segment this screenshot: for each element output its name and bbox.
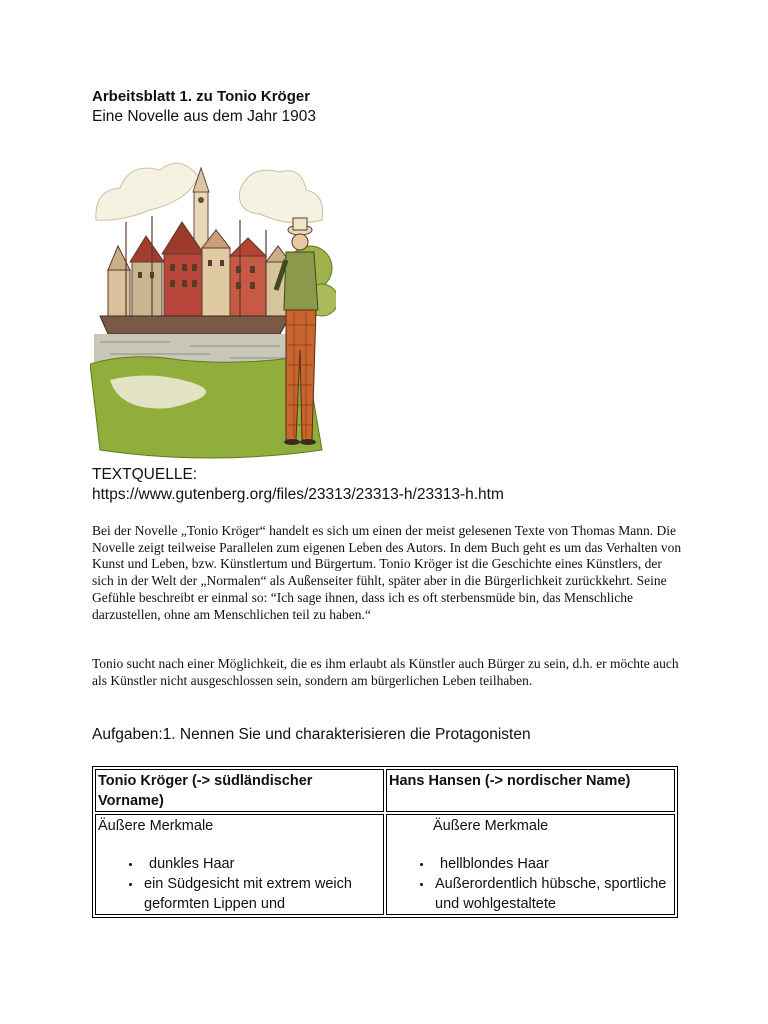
table-row — [95, 814, 675, 915]
tonio-features-cell — [95, 814, 384, 915]
second-paragraph: Tonio sucht nach einer Möglichkeit, die es ihm erlaubt als Künstler auch Bürger zu sein, d.h. er möchte auch als Künstler nicht ausgeschlossen sein, sondern am bürgerlichen Leben teilhaben. — [92, 656, 679, 688]
hans-features-list — [389, 854, 672, 914]
worksheet-title: Arbeitsblatt 1. zu Tonio Kröger — [92, 88, 311, 105]
task-heading: Aufgaben:1. Nennen Sie und charakterisieren die Protagonisten — [92, 726, 531, 743]
list-item: • ein Südgesicht mit extrem weich geformten Lippen und — [142, 874, 381, 914]
intro-paragraph: Bei der Novelle „Tonio Kröger“ handelt es sich um einen der meist gelesenen Texte von Thomas Mann. Die Novelle zeigt teilweise Parallelen zum eigenen Leben des Autors. In dem Buch geht es um das Verhalten von Kunst und Leben, bzw. Künstlertum und Bürgertum. Tonio Kröger ist die Geschichte eines Künstlers, der sich in der Welt der „Normalen“ als Außenseiter fühlt, später aber in die Bürgerlichkeit zurückkehrt. Seine Gefühle beschreibt er einmal so: “Ich sage ihnen, dass ich es oft sterbensmüde bin, das Menschliche darzustellen, ohne am Menschlichen teil zu haben.“ — [92, 523, 682, 622]
table-header-row — [95, 769, 675, 812]
hans-features-heading: Äußere Merkmale — [433, 818, 549, 834]
list-item: • hellblondes Haar — [433, 854, 672, 874]
protagonists-table — [92, 766, 678, 918]
worksheet-subtitle: Eine Novelle aus dem Jahr 1903 — [92, 108, 317, 125]
tonio-features-list — [98, 854, 381, 914]
text-source-label: TEXTQUELLE: — [92, 466, 198, 483]
list-item: • Außerordentlich hübsche, sportliche und wohlgestaltete — [433, 874, 672, 914]
text-source-url[interactable]: https://www.gutenberg.org/files/23313/23313-h/23313-h.htm — [92, 486, 504, 503]
header-tonio-kroeger: Tonio Kröger (-> südländischer Vorname) — [95, 769, 384, 812]
tonio-features-heading: Äußere Merkmale — [98, 818, 214, 834]
hans-features-cell — [386, 814, 675, 915]
header-hans-hansen: Hans Hansen (-> nordischer Name) — [386, 769, 675, 812]
list-item: • dunkles Haar — [142, 854, 381, 874]
town-harbor-illustration — [90, 150, 336, 466]
